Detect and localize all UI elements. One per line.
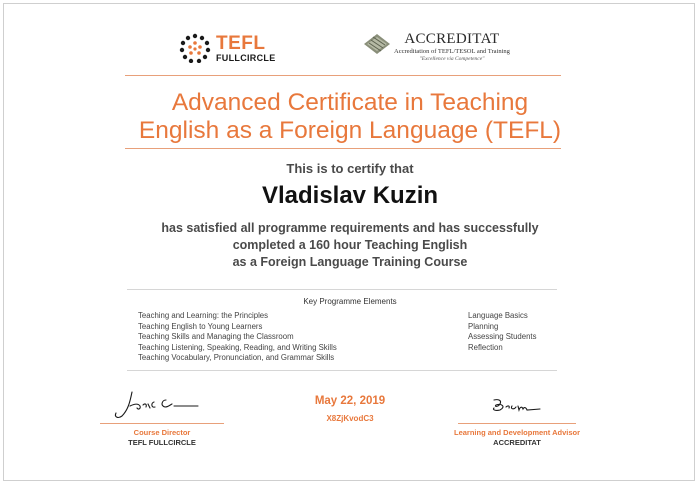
- right-signature-org: ACCREDITAT: [493, 437, 541, 447]
- statement-line-2: completed a 160 hour Teaching English: [232, 238, 468, 252]
- list-item: Language Basics: [468, 311, 528, 320]
- title-divider: [125, 148, 561, 149]
- accreditat-logo: [363, 32, 510, 62]
- title-line-2: English as a Foreign Language (TEFL): [138, 117, 562, 144]
- left-signature-label: [95, 428, 229, 447]
- elements-right-list: [468, 311, 536, 353]
- accreditat-emblem-icon: [363, 33, 391, 55]
- list-item: Teaching Vocabulary, Pronunciation, and Grammar Skills: [138, 353, 335, 362]
- list-item: Teaching Listening, Speaking, Reading, and Writing Skills: [138, 342, 337, 352]
- right-signature-line: [458, 423, 576, 424]
- certify-text: This is to certify that: [286, 161, 414, 176]
- list-item: Planning: [468, 321, 499, 331]
- right-signature-role: Learning and Development Advisor: [454, 428, 580, 437]
- title-line-1: Advanced Certificate in Teaching: [171, 89, 529, 116]
- advisor-signature: [488, 396, 544, 418]
- list-item: Reflection: [468, 342, 503, 352]
- dotted-circle-icon: [178, 33, 212, 63]
- list-item: Teaching Skills and Managing the Classroom: [138, 332, 294, 341]
- completion-statement: [0, 220, 700, 271]
- left-signature-org: TEFL FULLCIRCLE: [128, 437, 196, 447]
- list-item: Assessing Students: [468, 332, 537, 341]
- left-signature-line: [100, 423, 224, 424]
- accreditat-logo-name: ACCREDITAT: [404, 31, 500, 47]
- tefl-logo-text: TEFL: [216, 32, 266, 54]
- statement-line-3: as a Foreign Language Training Course: [232, 255, 468, 269]
- left-signature-role: Course Director: [133, 428, 191, 437]
- tefl-fullcircle-logo: [178, 33, 276, 63]
- list-item: Teaching and Learning: the Principles: [138, 311, 269, 320]
- recipient-name: Vladislav Kuzin: [261, 182, 439, 209]
- certificate-code: X8ZjKvodC3: [326, 414, 374, 423]
- statement-line-1: has satisfied all programme requirements and has successfully: [161, 221, 539, 235]
- list-item: Teaching English to Young Learners: [138, 321, 263, 331]
- key-elements-heading: Key Programme Elements: [303, 297, 397, 306]
- fullcircle-logo-text: FULLCIRCLE: [216, 52, 276, 63]
- top-divider: [125, 75, 561, 76]
- elements-bottom-divider: [127, 370, 557, 371]
- elements-left-list: [138, 311, 337, 364]
- accreditat-logo-tagline: Accreditation of TEFL/TESOL and Training: [394, 48, 510, 55]
- issue-date: May 22, 2019: [314, 395, 386, 407]
- right-signature-label: [446, 428, 588, 447]
- accreditat-logo-motto: "Excellence via Competence": [419, 55, 485, 62]
- certificate-title: [0, 89, 700, 145]
- elements-top-divider: [127, 289, 557, 290]
